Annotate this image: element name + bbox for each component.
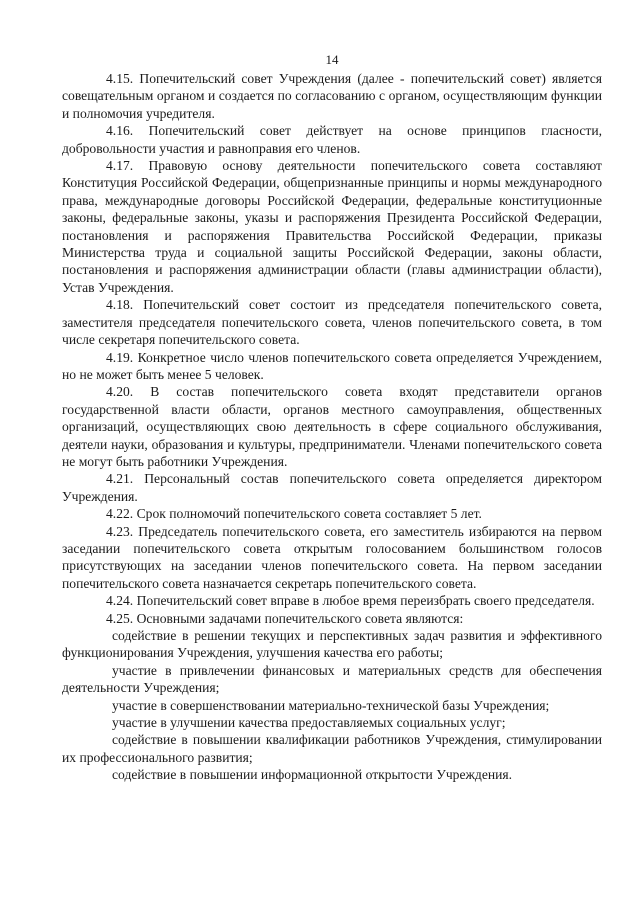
task-item: участие в улучшении качества предоставляемых социальных услуг;	[112, 715, 506, 731]
paragraph-4-15: 4.15. Попечительский совет Учреждения (далее - попечительский совет) является совещательным органом и создается по согласованию с органом, осуществляющим функции и полномочия учредителя.	[62, 71, 602, 121]
paragraph-4-18: 4.18. Попечительский совет состоит из председателя попечительского совета, заместителя председателя попечительского совета, членов попечительского совета, в том числе секретаря попечительского совета.	[62, 297, 602, 348]
task-item: участие в привлечении финансовых и материальных средств для обеспечения деятельности Учреждения;	[62, 662, 602, 696]
task-item: содействие в решении текущих и перспективных задач развития и эффективного функционирования Учреждения, улучшения качества его работы;	[62, 628, 602, 661]
task-item: содействие в повышении квалификации работников Учреждения, стимулировании их профессионального развития;	[62, 732, 602, 765]
task-item: участие в совершенствовании материально-технической базы Учреждения;	[112, 697, 550, 713]
paragraph-4-23: 4.23. Председатель попечительского совета, его заместитель избираются на первом заседании попечительского совета открытым голосованием большинством голосов присутствующих на заседании членов попечительского совета. На первом заседании попечительского совета назначается секретарь попечительского совета.	[62, 523, 602, 591]
paragraph-4-19: 4.19. Конкретное число членов попечительского совета определяется Учреждением, но не может быть менее 5 человек.	[62, 349, 602, 382]
paragraph-4-22: 4.22. Срок полномочий попечительского совета составляет 5 лет.	[106, 506, 482, 522]
page-number: 14	[325, 52, 339, 67]
task-item: содействие в повышении информационной открытости Учреждения.	[112, 767, 513, 783]
document-page	[62, 52, 602, 784]
paragraph-4-20: 4.20. В состав попечительского совета входят представители органов государственной власти области, органов местного самоуправления, общественных организаций, осуществляющих свою деятельность в сфере социального обслуживания, деятели науки, образования и культуры, предприниматели. Членами попечительского совета не могут быть работники Учреждения.	[62, 384, 602, 469]
paragraph-4-17: 4.17. Правовую основу деятельности попечительского совета составляют Конституция Российской Федерации, общепризнанные принципы и нормы международного права, международные договоры Российской Федерации, федеральные конституционные законы, федеральные законы, указы и распоряжения Президента Российской Федерации, постановления и распоряжения Правительства Российской Федерации, приказы Министерства труда и социальной защиты Российской Федерации, законы области, постановления и распоряжения администрации области (главы администрации области), Устав Учреждения.	[62, 158, 602, 295]
paragraph-4-25: 4.25. Основными задачами попечительского совета являются:	[106, 610, 464, 626]
paragraph-4-16: 4.16. Попечительский совет действует на основе принципов гласности, добровольности участия и равноправия его членов.	[62, 123, 602, 156]
paragraph-4-24: 4.24. Попечительский совет вправе в любое время переизбрать своего председателя.	[106, 593, 595, 609]
paragraph-4-21: 4.21. Персональный состав попечительского совета определяется директором Учреждения.	[62, 471, 602, 504]
